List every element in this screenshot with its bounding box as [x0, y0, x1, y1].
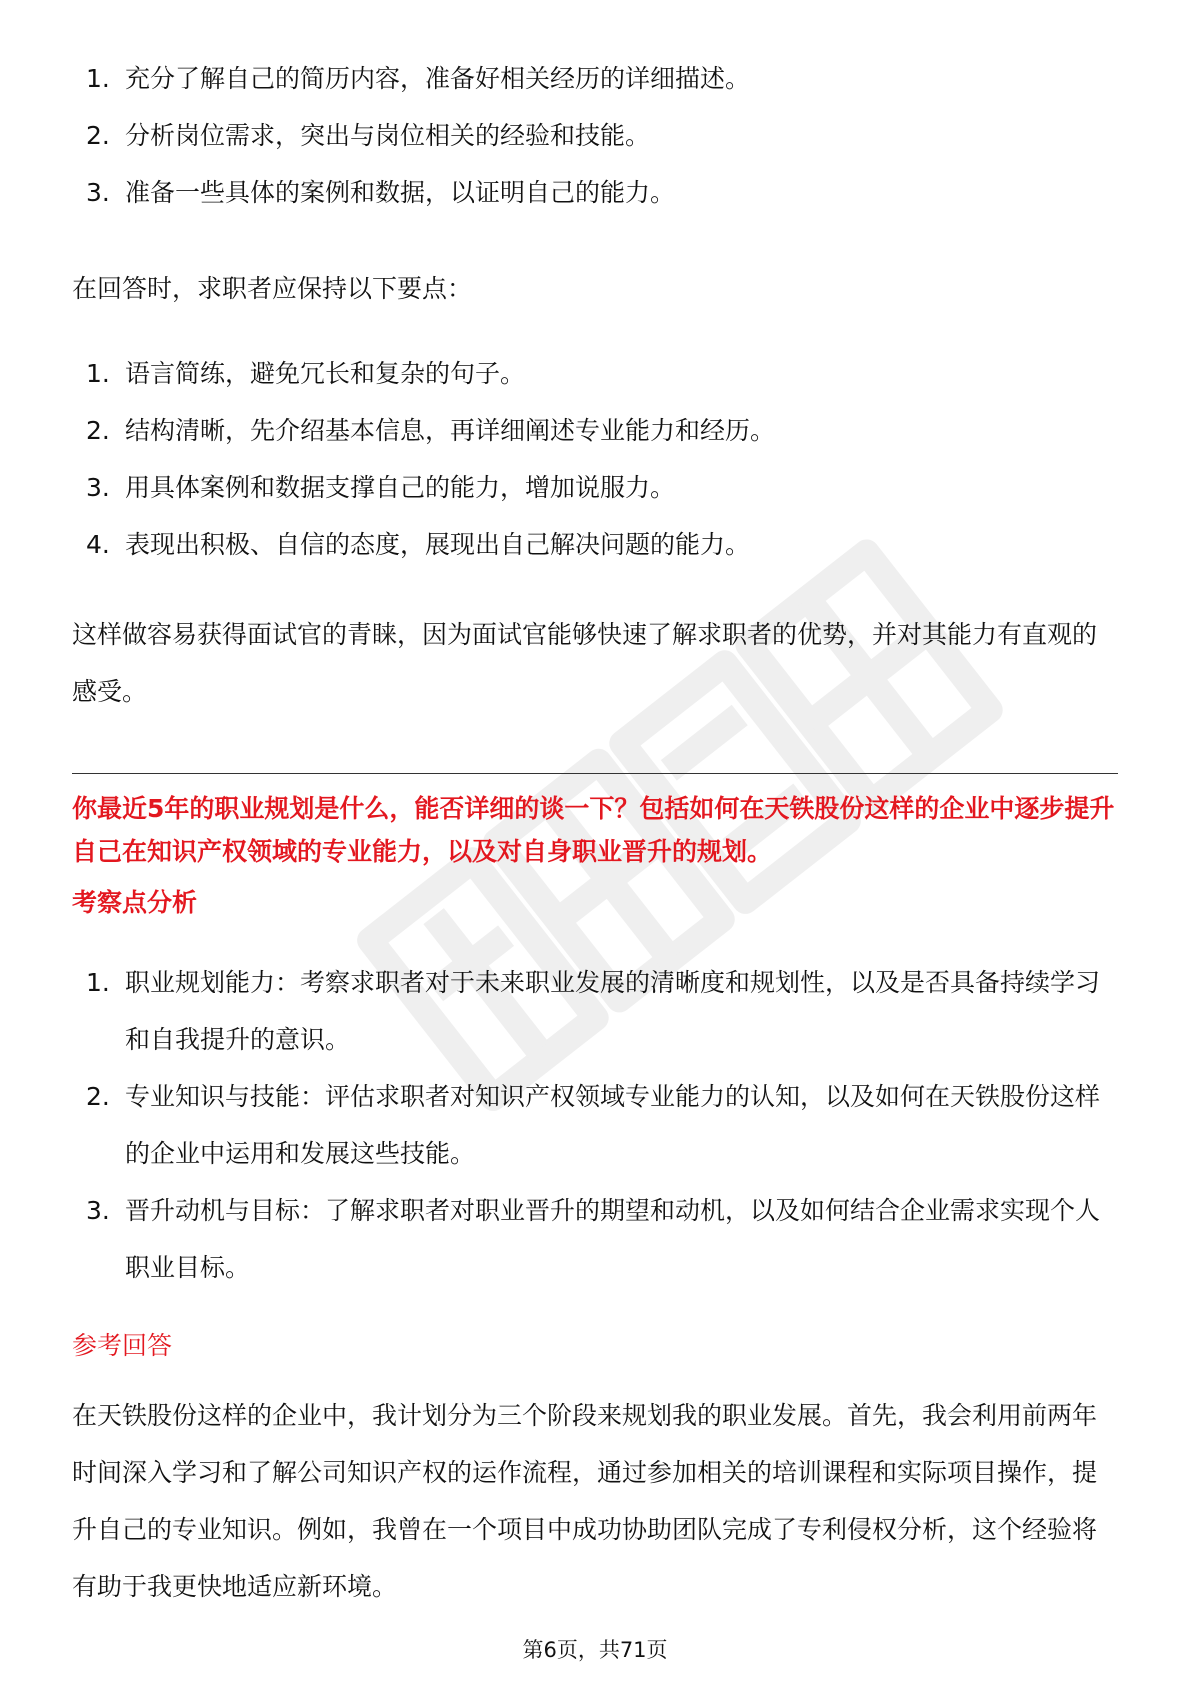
list-item	[72, 402, 1118, 459]
list-number: 3.	[86, 473, 110, 502]
list-number: 3.	[86, 178, 110, 207]
list-number: 1.	[86, 968, 110, 997]
list-item	[72, 345, 1118, 402]
list-text: 分析岗位需求，突出与岗位相关的经验和技能。	[125, 121, 651, 150]
list-item	[72, 459, 1118, 516]
conclusion-paragraph: 这样做容易获得面试官的青睐，因为面试官能够快速了解求职者的优势，并对其能力有直观的感受。	[72, 620, 1098, 706]
list-item	[72, 954, 1118, 1068]
list-text: 专业知识与技能：评估求职者对知识产权领域专业能力的认知，以及如何在天铁股份这样的企业中运用和发展这些技能。	[125, 1082, 1101, 1168]
list-item	[72, 1182, 1118, 1296]
list-number: 3.	[86, 1196, 110, 1225]
answer-title: 参考回答	[72, 1331, 173, 1360]
list-text: 晋升动机与目标：了解求职者对职业晋升的期望和动机，以及如何结合企业需求实现个人职业目标。	[125, 1196, 1101, 1282]
list-number: 1.	[86, 64, 110, 93]
list-item	[72, 107, 1118, 164]
answer-points-block	[72, 345, 1118, 573]
list-item	[72, 164, 1118, 221]
section-divider	[72, 773, 1118, 774]
list-text: 结构清晰，先介绍基本信息，再详细阐述专业能力和经历。	[125, 416, 776, 445]
page-footer: 第6页，共71页	[522, 1638, 668, 1662]
list-number: 2.	[86, 1082, 110, 1111]
analysis-block	[72, 954, 1118, 1296]
question-heading: 你最近5年的职业规划是什么，能否详细的谈一下？包括如何在天铁股份这样的企业中逐步提升自己在知识产权领域的专业能力，以及对自身职业晋升的规划。	[72, 794, 1115, 866]
answer-points-intro: 在回答时，求职者应保持以下要点：	[72, 274, 473, 303]
analysis-list	[72, 954, 1118, 1296]
list-text: 用具体案例和数据支撑自己的能力，增加说服力。	[125, 473, 676, 502]
analysis-title: 考察点分析	[72, 888, 198, 917]
list-number: 2.	[86, 121, 110, 150]
answer-points-list	[72, 345, 1118, 573]
list-text: 表现出积极、自信的态度，展现出自己解决问题的能力。	[125, 530, 751, 559]
prep-list	[72, 50, 1118, 221]
list-text: 充分了解自己的简历内容，准备好相关经历的详细描述。	[125, 64, 751, 93]
answer-paragraph: 在天铁股份这样的企业中，我计划分为三个阶段来规划我的职业发展。首先，我会利用前两年时间深入学习和了解公司知识产权的运作流程，通过参加相关的培训课程和实际项目操作，提升自己的专业知识。例如，我曾在一个项目中成功协助团队完成了专利侵权分析，这个经验将有助于我更快地适应新环境。	[72, 1401, 1098, 1601]
list-text: 准备一些具体的案例和数据，以证明自己的能力。	[125, 178, 676, 207]
list-text: 职业规划能力：考察求职者对于未来职业发展的清晰度和规划性，以及是否具备持续学习和自我提升的意识。	[125, 968, 1101, 1054]
list-number: 1.	[86, 359, 110, 388]
list-item	[72, 50, 1118, 107]
list-item	[72, 1068, 1118, 1182]
document-page	[72, 0, 1118, 1684]
list-text: 语言简练，避免冗长和复杂的句子。	[125, 359, 526, 388]
list-item	[72, 516, 1118, 573]
prep-list-block	[72, 50, 1118, 221]
list-number: 4.	[86, 530, 110, 559]
list-number: 2.	[86, 416, 110, 445]
